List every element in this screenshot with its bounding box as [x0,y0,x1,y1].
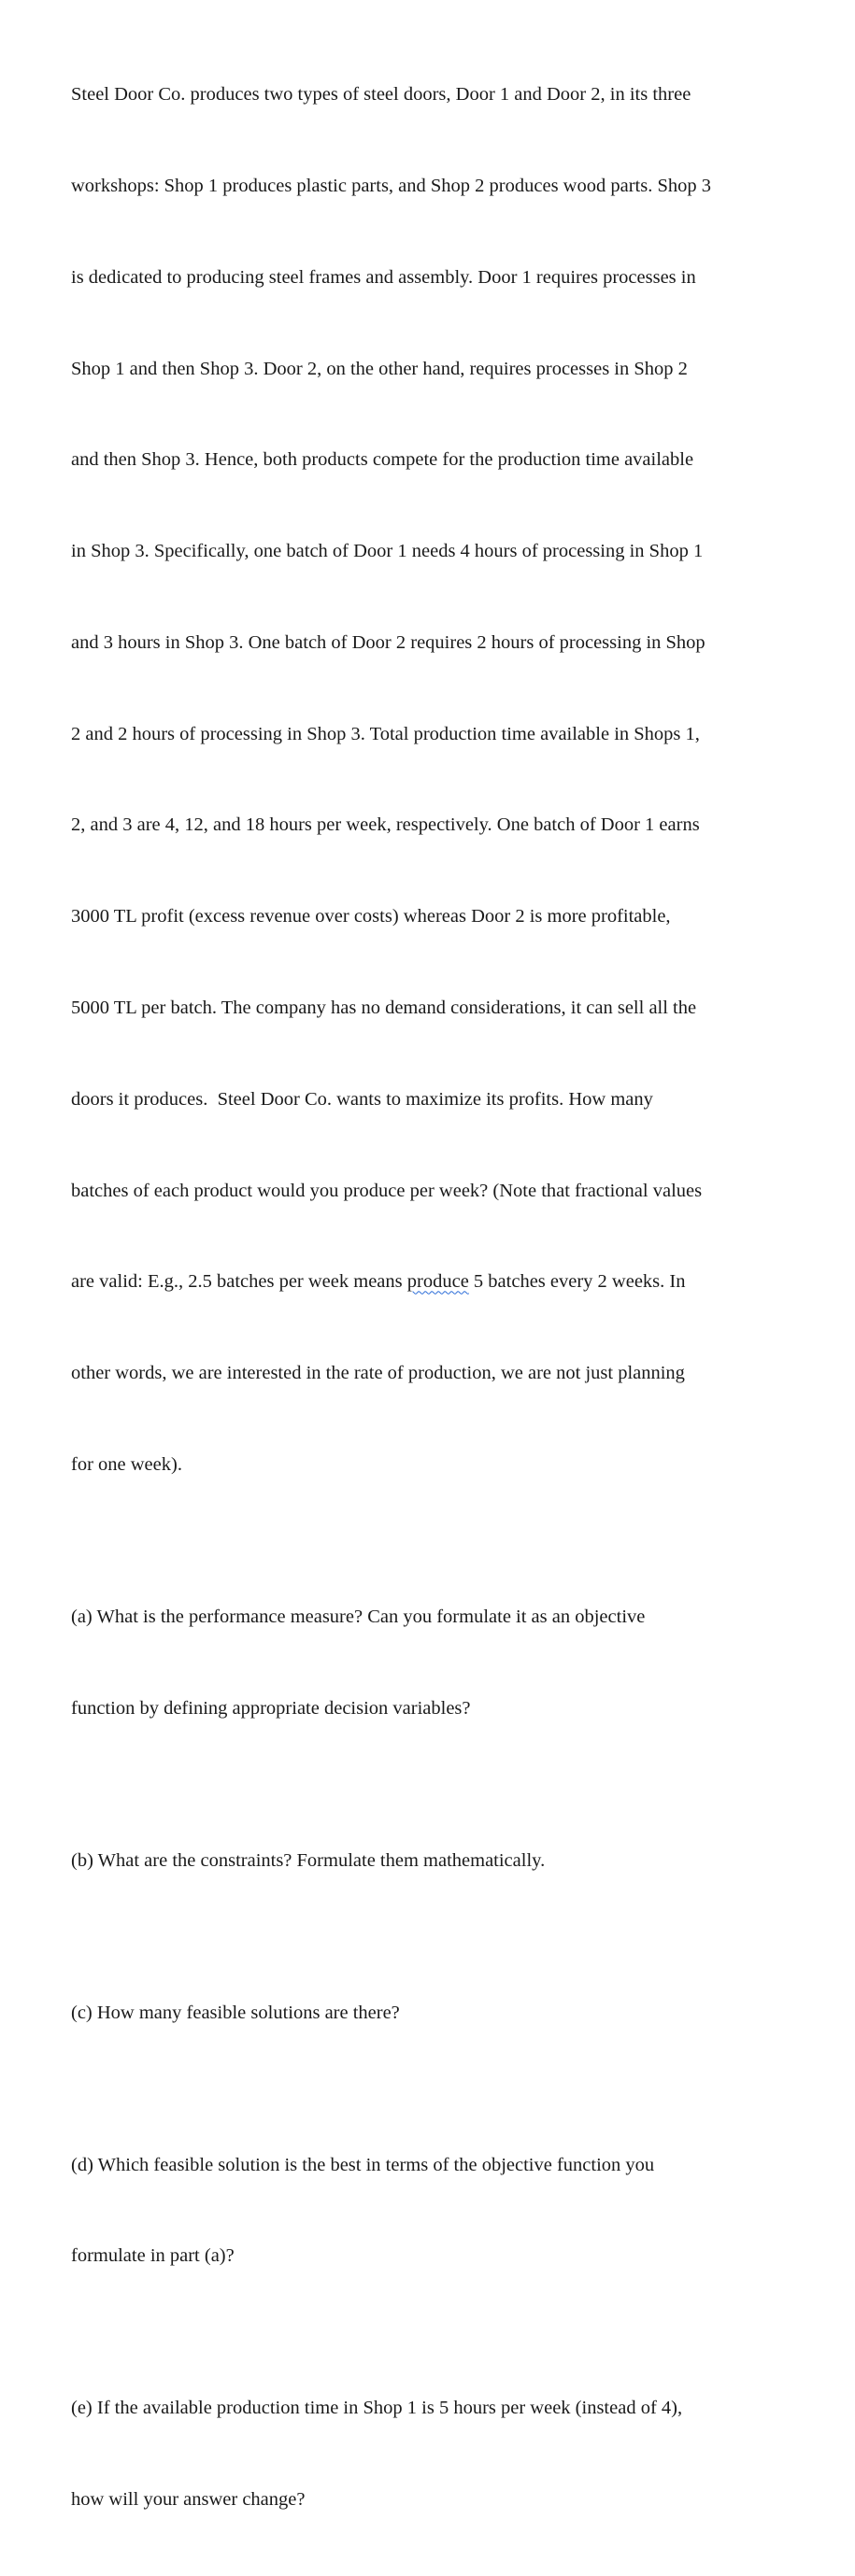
problem-line: Steel Door Co. produces two types of steel doors, Door 1 and Door 2, in its three [71,84,691,106]
question-line: (c) How many feasible solutions are there? [71,2002,400,2023]
problem-line: 5000 TL per batch. The company has no demand considerations, it can sell all the [71,998,697,1018]
question-line: (a) What is the performance measure? Can you formulate it as an objective [71,1606,646,1627]
spellcheck-flagged-word[interactable]: produce [406,1271,469,1293]
problem-line: and 3 hours in Shop 3. One batch of Door 2 requires 2 hours of processing in Shop [71,631,705,653]
problem-line: doors it produces. Steel Door Co. wants to maximize its profits. How many [71,1088,653,1110]
problem-line: 2, and 3 are 4, 12, and 18 hours per week, respectively. One batch of Door 1 earns [71,814,700,836]
question-line: function by defining appropriate decision variables? [71,1697,471,1719]
problem-line-text: 5 batches every 2 weeks. In [468,1271,686,1293]
problem-line: and then Shop 3. Hence, both products compete for the production time available [71,449,694,471]
problem-line: 3000 TL profit (excess revenue over costs) whereas Door 2 is more profitable, [71,906,671,927]
question-e [71,2332,809,2576]
problem-line: 2 and 2 hours of processing in Shop 3. Total production time available in Shops 1, [71,723,700,744]
problem-statement [71,19,809,1541]
problem-line: Shop 1 and then Shop 3. Door 2, on the other hand, requires processes in Shop 2 [71,358,688,379]
question-d [71,2088,809,2332]
problem-line: other words, we are interested in the rate of production, we are not just planning [71,1363,685,1384]
question-line: (d) Which feasible solution is the best in terms of the objective function you [71,2154,655,2175]
problem-line-text: are valid: E.g., 2.5 batches per week means [71,1271,407,1293]
question-b [71,1784,809,1936]
question-line: (e) If the available production time in Shop 1 is 5 hours per week (instead of 4), [71,2398,683,2419]
problem-line: batches of each product would you produce per week? (Note that fractional values [71,1180,703,1201]
question-line: how will your answer change? [71,2489,306,2511]
question-a [71,1541,809,1785]
question-line: formulate in part (a)? [71,2245,235,2267]
document-body [71,19,809,2576]
problem-line: in Shop 3. Specifically, one batch of Door 1 needs 4 hours of processing in Shop 1 [71,541,704,562]
problem-line: is dedicated to producing steel frames and assembly. Door 1 requires processes in [71,266,696,288]
problem-line [71,1267,809,1297]
question-c [71,1936,809,2088]
problem-line: for one week). [71,1453,182,1475]
problem-line: workshops: Shop 1 produces plastic parts, and Shop 2 produces wood parts. Shop 3 [71,175,711,196]
question-line: (b) What are the constraints? Formulate them mathematically. [71,1849,546,1871]
